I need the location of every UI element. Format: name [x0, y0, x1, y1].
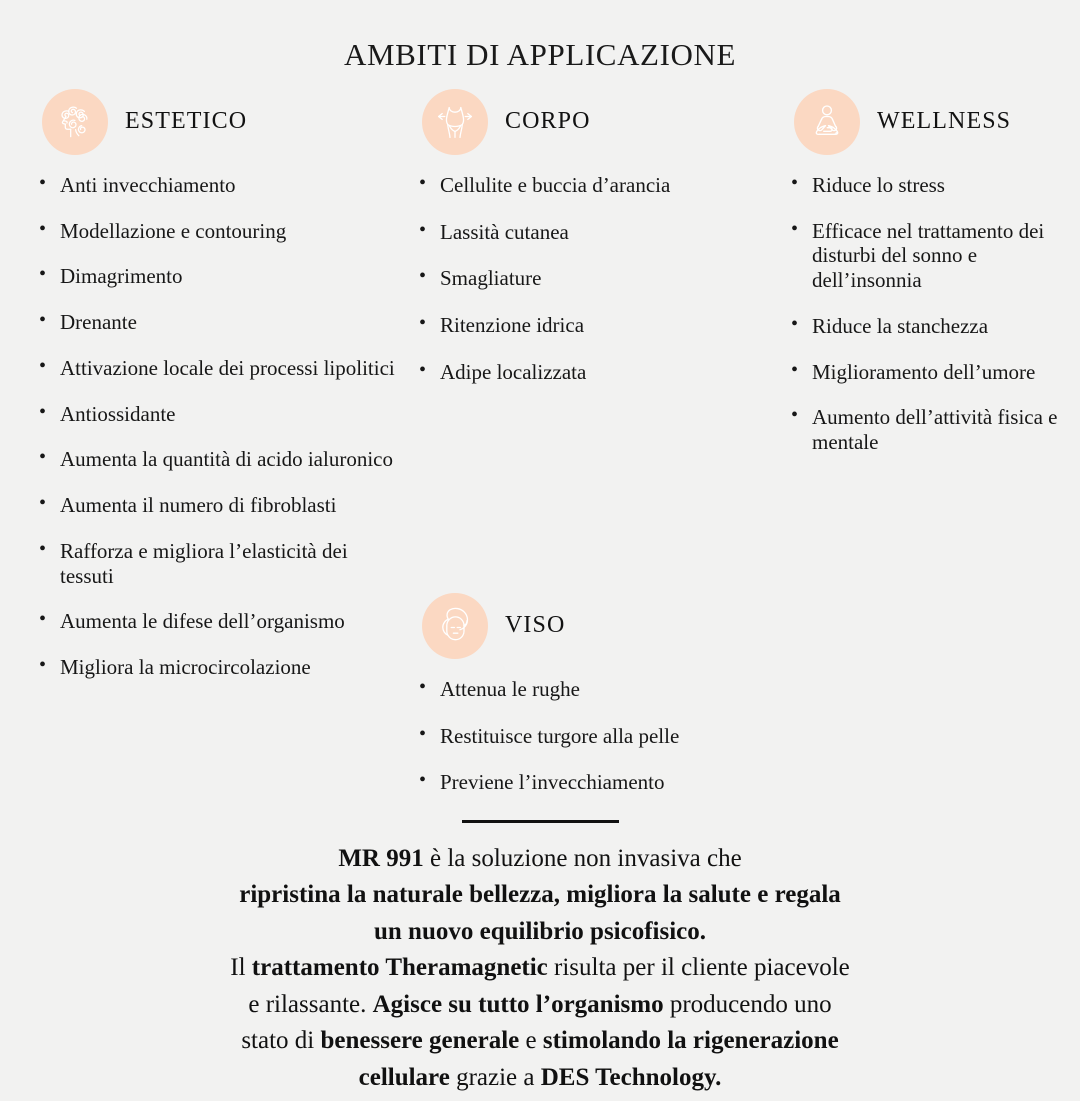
list-viso: [404, 677, 774, 795]
page-title: AMBITI DI APPLICAZIONE: [343, 36, 737, 72]
list-item: • Aumenta la quantità di acido ialuronico: [24, 447, 402, 472]
list-item: • Smagliature: [404, 266, 774, 291]
section-label: WELLNESS: [877, 108, 1012, 135]
footer-run: producendo uno: [663, 990, 832, 1018]
section-viso: [404, 593, 774, 817]
footer-run: e: [519, 1027, 543, 1055]
footer-run-bold: DES Technology.: [540, 1063, 722, 1091]
footer-run: e rilassante.: [248, 990, 373, 1018]
footer-run-bold: trattamento Theramagnetic: [251, 954, 548, 982]
list-item: • Riduce lo stress: [776, 173, 1076, 198]
body-slimming-icon: [422, 89, 488, 155]
footer-line: [0, 914, 1080, 951]
meditation-lotus-icon: [794, 89, 860, 155]
footer-line: [0, 877, 1080, 914]
face-woman-icon: [422, 593, 488, 659]
list-item: • Miglioramento dell’umore: [776, 360, 1076, 385]
footer-run: risulta per il cliente piacevole: [547, 954, 850, 982]
footer-run-bold: un nuovo equilibrio psicofisico.: [373, 917, 707, 945]
section-label: ESTETICO: [125, 108, 248, 135]
head-brain-icon: [42, 89, 108, 155]
section-label: CORPO: [505, 108, 591, 135]
list-item: • Aumenta il numero di fibroblasti: [24, 493, 402, 518]
footer-run-bold: MR 991: [338, 844, 424, 872]
list-item: • Rafforza e migliora l’elasticità dei tessuti: [24, 539, 402, 589]
section-header-corpo: [422, 89, 774, 155]
list-item: • Drenante: [24, 310, 402, 335]
list-item: • Migliora la microcircolazione: [24, 655, 402, 680]
list-item: • Aumenta le difese dell’organismo: [24, 609, 402, 634]
list-item: • Attenua le rughe: [404, 677, 774, 702]
footer-paragraph: [0, 841, 1080, 1097]
footer-line: [0, 950, 1080, 987]
footer-line: [0, 841, 1080, 878]
list-item: • Dimagrimento: [24, 264, 402, 289]
footer-run: è la soluzione non invasiva che: [423, 844, 742, 872]
list-item: • Previene l’invecchiamento: [404, 770, 774, 795]
footer-run: grazie a: [449, 1063, 541, 1091]
list-item: • Aumento dell’attività fisica e mentale: [776, 405, 1076, 455]
footer-run: Il: [230, 954, 252, 982]
list-estetico: [24, 173, 402, 680]
list-item: • Lassità cutanea: [404, 220, 774, 245]
list-item: • Riduce la stanchezza: [776, 314, 1076, 339]
section-wellness: [776, 89, 1076, 476]
section-header-viso: [422, 593, 774, 659]
list-item: • Restituisce turgore alla pelle: [404, 724, 774, 749]
section-divider: [462, 820, 619, 823]
footer-run-bold: benessere generale: [320, 1027, 520, 1055]
list-item: • Attivazione locale dei processi lipolitici: [24, 356, 402, 381]
section-header-wellness: [794, 89, 1076, 155]
section-header-estetico: [42, 89, 402, 155]
section-label: VISO: [505, 612, 566, 639]
footer-run-bold: stimolando la rigenerazione: [542, 1027, 839, 1055]
list-item: • Modellazione e contouring: [24, 219, 402, 244]
list-item: • Adipe localizzata: [404, 360, 774, 385]
list-item: • Ritenzione idrica: [404, 313, 774, 338]
footer-run: stato di: [241, 1027, 321, 1055]
list-wellness: [776, 173, 1076, 455]
section-estetico: [24, 89, 402, 701]
footer-run-bold: Agisce su tutto l’organismo: [372, 990, 664, 1018]
list-item: • Cellulite e buccia d’arancia: [404, 173, 774, 198]
footer-line: [0, 1023, 1080, 1060]
footer-line: [0, 1060, 1080, 1097]
footer-run-bold: ripristina la naturale bellezza, migliora la salute e regala: [239, 881, 841, 909]
footer-line: [0, 987, 1080, 1024]
list-item: • Anti invecchiamento: [24, 173, 402, 198]
list-corpo: [404, 173, 774, 385]
list-item: • Efficace nel trattamento dei disturbi del sonno e dell’insonnia: [776, 219, 1076, 293]
list-item: • Antiossidante: [24, 402, 402, 427]
section-corpo: [404, 89, 774, 407]
footer-run-bold: cellulare: [358, 1063, 450, 1091]
